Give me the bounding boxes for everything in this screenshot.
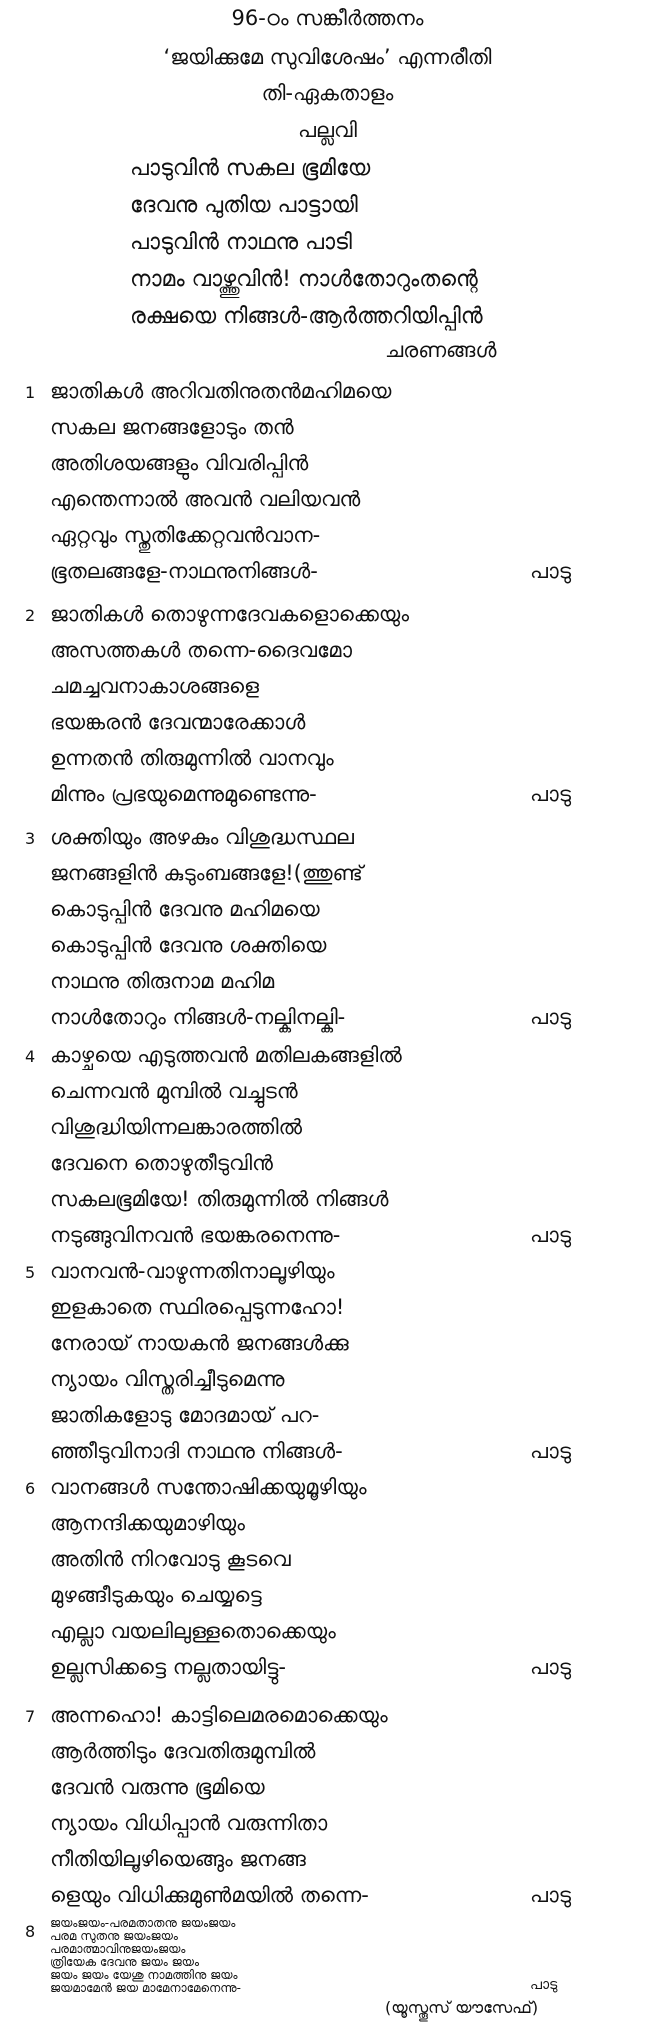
verse-line: ഉന്നതൻ തിരുമുന്നിൽ വാനവും — [50, 746, 334, 770]
verse-line: ചമച്ചവനാകാശങ്ങളെ — [50, 674, 259, 698]
author-credit: (യൂസ്തൂസ് യൗസേഫ്) — [385, 1998, 539, 2017]
verse-number: 7 — [25, 1707, 36, 1726]
verse-line: ജാതികൾ തൊഴുന്നദേവകളൊക്കെയും — [50, 602, 410, 626]
taal-line: തി-ഏകതാളം — [261, 81, 394, 105]
verse-number: 5 — [25, 1263, 36, 1282]
verse-line: ആനന്ദിക്കയുമാഴിയും — [50, 1511, 245, 1535]
pallavi-line: രക്ഷയെ നിങ്ങൾ-ആർത്തറിയിപ്പിൻ — [130, 304, 483, 329]
verse-number: 3 — [25, 829, 36, 848]
verse-line: വാനവൻ-വാഴുന്നതിനാലൂഴിയും — [50, 1259, 335, 1283]
verse-line: വിശുദ്ധിയിന്നലങ്കാരത്തിൽ — [50, 1115, 302, 1139]
verse-line: ഭൂതലങ്ങളേ-നാഥനുനിങ്ങൾ- — [50, 559, 318, 583]
verse-line: ഇളകാതെ സ്ഥിരപ്പെടുന്നഹോ! — [50, 1295, 345, 1319]
verse-number: 4 — [25, 1047, 36, 1066]
refrain-label: പാടു — [530, 1005, 571, 1029]
pallavi-heading: പല്ലവി — [298, 118, 357, 142]
verse-line: കാഴ്ചയെ എടുത്തവൻ മതിലകങ്ങളിൽ — [50, 1043, 402, 1067]
charanangal-heading: ചരണങ്ങൾ — [385, 338, 497, 362]
pallavi-line: പാടുവിൻ നാഥനു പാടി — [130, 230, 352, 255]
pallavi-line: പാടുവിൻ സകല ഭൂമിയേ — [130, 156, 371, 181]
verse-line: അതിൻ നിറവോടു കൂടവെ — [50, 1547, 291, 1571]
verse-line: മിന്നും പ്രഭയുമെന്നുമുണ്ടെന്നു- — [50, 782, 317, 806]
verse-line: നേരായ് നായകൻ ജനങ്ങൾക്കു — [50, 1331, 349, 1355]
verse-line: ഉല്ലസിക്കട്ടെ നല്ലതായിട്ടു- — [50, 1655, 286, 1679]
pallavi-line: ദേവനു പുതിയ പാട്ടായി — [130, 193, 358, 218]
verse-line: ചെന്നവൻ മുമ്പിൽ വച്ചുടൻ — [50, 1079, 298, 1103]
verse-line: കൊടുപ്പിൻ ദേവനു മഹിമയെ — [50, 897, 320, 921]
verse-line: അതിശയങ്ങളും വിവരിപ്പിൻ — [50, 451, 309, 475]
refrain-label: പാടു — [530, 1655, 571, 1679]
verse-line: നാൾതോറും നിങ്ങൾ-നല്കിനല്കി- — [50, 1005, 346, 1029]
verse-line: അസത്തകൾ തന്നെ-ദൈവമോ — [50, 638, 353, 662]
verse-line: ളെയും വിധിക്കുമുൺമയിൽ തന്നെ- — [50, 1883, 369, 1907]
verse-line: ജയം ജയം യേശു നാമത്തിനു ജയം — [50, 1968, 238, 1982]
verse-line: ഏറ്റവും സ്തുതിക്കേറ്റവൻവാന- — [50, 523, 321, 547]
psalm-title: 96-ഠം സങ്കീർത്തനം — [231, 6, 424, 30]
verse-line: എല്ലാ വയലിലുള്ളതൊക്കെയും — [50, 1619, 336, 1643]
verse-line: വാനങ്ങൾ സന്തോഷിക്കയുമൂഴിയും — [50, 1475, 367, 1499]
refrain-label: പാടു — [530, 559, 571, 583]
verse-line: ഞ്ഞീടുവിനാദി നാഥനു നിങ്ങൾ- — [50, 1439, 343, 1463]
verse-line: ന്യായം വിസ്തരിച്ചീടുമെന്നു — [50, 1367, 285, 1391]
tune-line: ‘ജയിക്കുമേ സുവിശേഷം’ എന്നരീതി — [163, 45, 492, 69]
refrain-label: പാടു — [530, 1223, 571, 1247]
refrain-label: പാടു — [530, 1883, 571, 1907]
refrain-label: പാടു — [530, 782, 571, 806]
refrain-label: പാടു — [530, 1439, 571, 1463]
verse-line: പരമ സുതനു ജയംജയം — [50, 1929, 178, 1943]
verse-line: കൊടുപ്പിൻ ദേവനു ശക്തിയെ — [50, 933, 327, 957]
verse-line: ത്രിയേക ദേവനു ജയം ജയം — [50, 1955, 199, 1969]
verse-line: ശക്തിയും അഴകും വിശുദ്ധസ്ഥല — [50, 825, 354, 849]
verse-line: ദേവൻ വരുന്നു ഭൂമിയെ — [50, 1775, 265, 1799]
verse-line: ദേവനെ തൊഴുതീടുവിൻ — [50, 1151, 273, 1175]
verse-number: 8 — [25, 1922, 36, 1941]
verse-line: ഭയങ്കരൻ ദേവന്മാരേക്കാൾ — [50, 710, 306, 734]
verse-number: 1 — [25, 383, 36, 402]
verse-number: 6 — [25, 1479, 36, 1498]
verse-line: എന്തെന്നാൽ അവൻ വലിയവൻ — [50, 487, 361, 511]
verse-line: അന്നഹൊ! കാട്ടിലെമരമൊക്കെയും — [50, 1703, 388, 1727]
verse-number: 2 — [25, 606, 36, 625]
verse-line: ജാതികൾ അറിവതിനുതൻമഹിമയെ — [50, 379, 392, 403]
verse-line: മുഴങ്ങീടുകയും ചെയ്യട്ടെ — [50, 1583, 262, 1607]
verse-line: നീതിയിലൂഴിയെങ്ങും ജനങ്ങ — [50, 1847, 306, 1871]
verse-line: പരമാത്മാവിനുജയംജയം — [50, 1942, 186, 1956]
verse-line: ജനങ്ങളിൻ കുടുംബങ്ങളേ!(ത്തുണ്ട് — [50, 861, 363, 885]
verse-line: സകലഭൂമിയേ! തിരുമുന്നിൽ നിങ്ങൾ — [50, 1187, 389, 1211]
verse-line: ജയമാമേൻ ജയ മാമേനാമേനെന്നു- — [50, 1981, 241, 1995]
verse-line: ജാതികളോടു മോദമായ് പറ- — [50, 1403, 320, 1427]
pallavi-line: നാമം വാഴ്ത്തുവിൻ! നാൾതോറുംതന്റെ — [130, 267, 478, 292]
verse-line: നാഥനു തിരുനാമ മഹിമ — [50, 969, 275, 993]
verse-line: ന്യായം വിധിപ്പാൻ വരുന്നിതാ — [50, 1811, 328, 1835]
refrain-label: പാടു — [530, 1977, 558, 1993]
verse-line: ആർത്തിടും ദേവതിരുമുമ്പിൽ — [50, 1739, 316, 1763]
verse-line: ജയംജയം-പരമതാതനു ജയംജയം — [50, 1916, 236, 1930]
verse-line: നടുങ്ങുവിനവൻ ഭയങ്കരനെന്നു- — [50, 1223, 341, 1247]
verse-line: സകല ജനങ്ങളോടും തൻ — [50, 415, 294, 439]
